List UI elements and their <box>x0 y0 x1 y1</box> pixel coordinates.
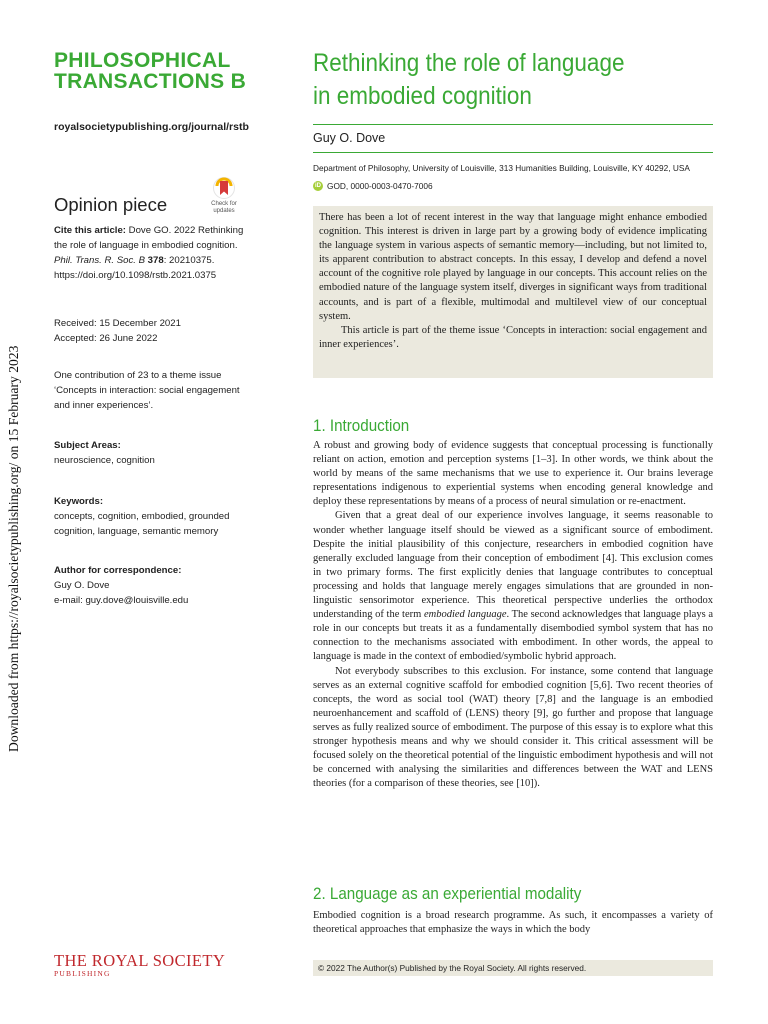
keywords-value: concepts, cognition, embodied, grounded cognition, language, semantic memory <box>54 511 230 537</box>
section2-paragraph-1: Embodied cognition is a broad research programme. As such, it encompasses a variety of theoretical approaches that emphasize the ways in which the body <box>313 910 713 936</box>
author-rule <box>313 152 713 153</box>
article-title <box>313 47 727 113</box>
received-date: Received: 15 December 2021 <box>54 318 181 329</box>
subject-areas <box>54 438 254 468</box>
cite-journal: Phil. Trans. R. Soc. B <box>54 255 145 266</box>
title-line2: in embodied cognition <box>313 82 532 110</box>
cite-pages: : 20210375. <box>163 255 215 266</box>
title-line1: Rethinking the role of language <box>313 49 625 77</box>
embodied-language-term: embodied language <box>423 609 507 621</box>
intro-paragraph-2: Given that a great deal of our experience involves language, it seems reasonable to wonder whether language itself should be viewed as a significant source of embodiment. Despite the initial plausibility of this conjecture, researchers in embodied cognition have generally excluded language from their conception of embodiment [4]. This exclusion comes in two primary forms. The first explicitly denies that language contributes to conceptual processing and holds that language merely engages simulations that are grounded in non-linguistic sensorimotor experience. This theoretical perspective underlies the orthodox understanding of the term embodied language. The second acknowledges that language plays a role in our concepts but treats it as a fundamentally disembodied symbol system that has no connection to the mechanisms associated with embodiment. In other words, the appeal to language is made in the context of embodied/symbolic hybrid approach. <box>313 510 713 663</box>
correspondence-email[interactable]: e-mail: guy.dove@louisville.edu <box>54 595 189 606</box>
badge-line2: updates <box>213 208 235 214</box>
introduction-body <box>313 439 713 791</box>
badge-line1: Check for <box>211 201 237 207</box>
cite-doi[interactable]: https://doi.org/10.1098/rstb.2021.0375 <box>54 270 217 281</box>
accepted-date: Accepted: 26 June 2022 <box>54 333 158 344</box>
keywords <box>54 494 254 539</box>
check-for-updates-badge[interactable] <box>206 176 242 218</box>
correspondence-name: Guy O. Dove <box>54 580 110 591</box>
copyright-notice: © 2022 The Author(s) Published by the Royal Society. All rights reserved. <box>313 960 713 976</box>
author-name: Guy O. Dove <box>313 131 386 145</box>
download-note <box>2 292 22 752</box>
subject-areas-value: neuroscience, cognition <box>54 455 155 466</box>
journal-name-line2: TRANSACTIONS B <box>54 70 247 93</box>
article-type: Opinion piece <box>54 194 168 215</box>
correspondence-label: Author for correspondence: <box>54 565 182 576</box>
publisher-sub: PUBLISHING <box>54 969 111 978</box>
intro-paragraph-3: Not everybody subscribes to this exclusion. For instance, some contend that language serves as an external cognitive scaffold for embodied cognition [5,6]. Two recent theories of concepts, the word as social tool (WAT) theory [7,8] and the language is an embodied neuroenhancement and scaffold of (LENS) theory [9], go further and propose that language serves as fully realized source of embodiment. The purpose of this essay is to explore what this stronger hypothesis means and why we should consider it. This critical assessment will be focused solely on the theoretical potential of the linguistic embodiment hypothesis and will not be concerned with analysing the similarities and differences between the WAT and LENS theories (for a comparison of these theories, see [10]). <box>313 665 713 790</box>
orcid[interactable] <box>313 181 433 191</box>
intro-paragraph-1: A robust and growing body of evidence suggests that conceptual processing is functionally reliant on action, emotion and perception systems [1–3]. In other words, we think about the world by means of the same mechanisms that we use to experience it. Our brains leverage representations indigenous to experiential systems when encoding general knowledge and deploy these representations by means of a process of neural simulation or re-enactment. <box>313 440 713 508</box>
section-heading-experiential-modality: 2. Language as an experiential modality <box>313 885 582 903</box>
dates-block <box>54 316 254 346</box>
abstract-box <box>313 206 713 378</box>
cite-text: Dove GO. 2022 Rethinking the role of language in embodied cognition. <box>54 225 244 251</box>
journal-url[interactable]: royalsocietypublishing.org/journal/rstb <box>54 121 249 133</box>
royal-society-logo <box>54 952 225 978</box>
orcid-icon: iD <box>315 183 321 189</box>
section2-body <box>313 909 713 937</box>
journal-logo <box>54 50 246 92</box>
bookmark-icon <box>213 176 235 200</box>
subject-areas-label: Subject Areas: <box>54 440 121 451</box>
publisher-name: THE ROYAL SOCIETY <box>54 951 226 970</box>
download-note-text: Downloaded from https://royalsocietypublishing.org/ on 15 February 2023 <box>6 345 21 752</box>
keywords-label: Keywords: <box>54 496 104 507</box>
cite-volume: 378 <box>145 255 164 266</box>
abstract-theme-note: This article is part of the theme issue ‘Concepts in interaction: social engagement and inner experiences’. <box>319 324 707 350</box>
abstract-paragraph: There has been a lot of recent interest in the way that language might enhance embodied cognition. This interest is driven in large part by a growing body of evidence implicating the language system in various aspects of semantic memory—including, but not limited to, its apparent contribution to abstract concepts. In this essay, I develop and defend a novel account of the cognitive role played by language in our concepts. This account relies on the embodied nature of the language system itself, diverges in significant ways from traditional accounts, and is part of a flexible, multimodal and multilevel view of our conceptual system. <box>319 212 707 322</box>
journal-name-line1: PHILOSOPHICAL <box>54 49 231 72</box>
orcid-text: GOD, 0000-0003-0470-7006 <box>327 181 433 191</box>
section-heading-introduction: 1. Introduction <box>313 417 410 435</box>
affiliation: Department of Philosophy, University of Louisville, 313 Humanities Building, Louisville, KY 40292, USA <box>313 163 690 173</box>
title-rule <box>313 124 713 125</box>
theme-issue-note: One contribution of 23 to a theme issue ‘Concepts in interaction: social engagement and inner experiences’. <box>54 370 240 411</box>
citation-block <box>54 223 254 283</box>
cite-label: Cite this article: <box>54 225 126 236</box>
correspondence <box>54 563 254 608</box>
